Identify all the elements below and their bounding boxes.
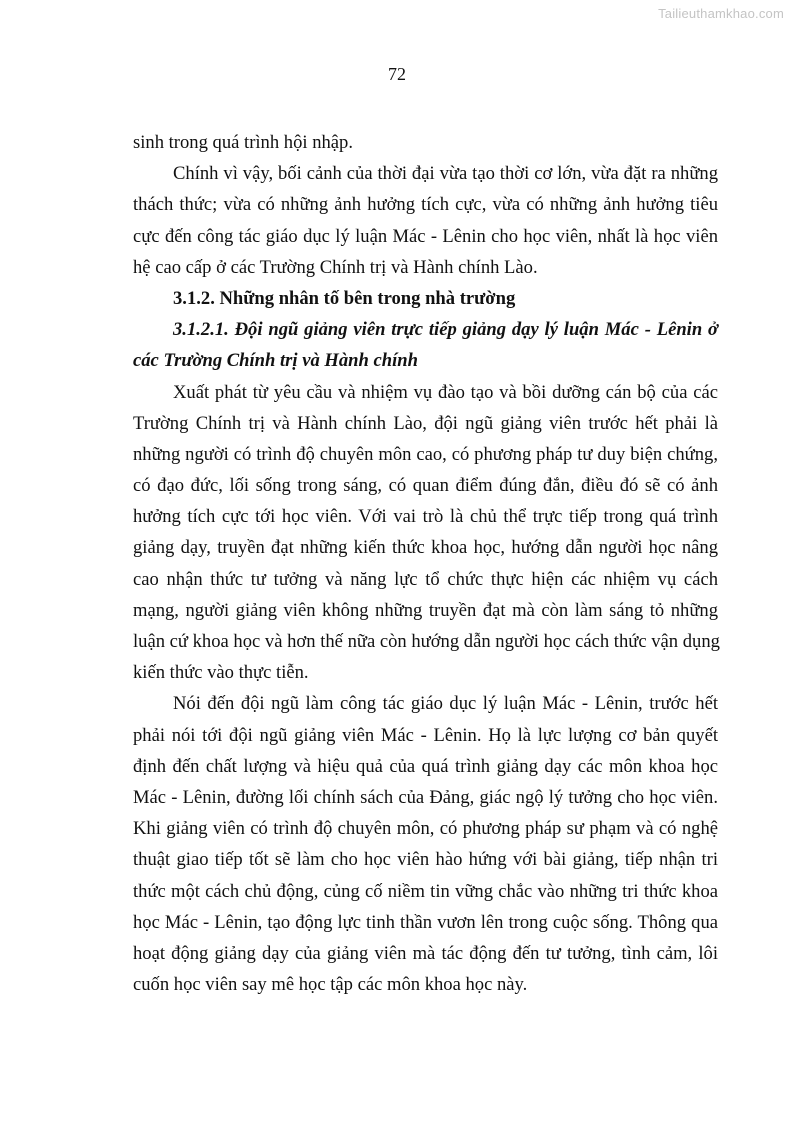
text-line: Chính vì vậy, bối cảnh của thời đại vừa tạo thời cơ lớn, vừa đặt ra những <box>173 163 718 185</box>
watermark: Tailieuthamkhao.com <box>658 6 784 21</box>
subsection-heading <box>133 314 718 376</box>
text-line: Khi giảng viên có trình độ chuyên môn, có phương pháp sư phạm và có nghệ <box>133 818 718 840</box>
text-line: mạng, người giảng viên không những truyền đạt mà còn làm sáng tỏ những <box>133 599 718 621</box>
text-line: sinh trong quá trình hội nhập. <box>133 132 354 153</box>
text-line: giảng dạy, truyền đạt những kiến thức khoa học, hướng dẫn người học nâng <box>133 537 718 559</box>
subheading-title: . Đội ngũ giảng viên trực tiếp giảng dạy lý luận Mác - Lênin ở <box>224 319 718 341</box>
text-line: định đến chất lượng và hiệu quả của quá trình giảng dạy các môn khoa học <box>133 755 718 777</box>
section-heading: 3.1.2. Những nhân tố bên trong nhà trường <box>173 287 516 309</box>
paragraph <box>133 377 718 689</box>
document-body <box>133 127 718 1000</box>
text-line: cuốn học viên say mê học tập các môn khoa học này. <box>133 974 528 996</box>
subheading-number: 3.1.2.1 <box>173 319 225 341</box>
text-line: thách thức; vừa có những ảnh hưởng tích cực, vừa có những ảnh hưởng tiêu <box>133 194 718 216</box>
text-line: luận cứ khoa học và hơn thế nữa còn hướng dẫn người học cách thức vận dụng <box>133 631 720 652</box>
text-line: thức một cách chủ động, củng cố niềm tin vững chắc vào những tri thức khoa <box>133 880 718 902</box>
text-line: hệ cao cấp ở các Trường Chính trị và Hành chính Lào. <box>133 256 538 278</box>
text-line: Trường Chính trị và Hành chính Lào, đội ngũ giảng viên trước hết phải là <box>133 412 718 434</box>
text-line: hưởng tích cực tới học viên. Với vai trò là chủ thể trực tiếp trong quá trình <box>133 506 718 528</box>
subheading-line: các Trường Chính trị và Hành chính <box>133 350 418 372</box>
paragraph <box>133 158 718 283</box>
text-line: cao nhận thức tư tưởng và năng lực tổ chức thực hiện các nhiệm vụ cách <box>133 568 718 590</box>
subheading-line <box>133 314 718 345</box>
text-line: những người có trình độ chuyên môn cao, có phương pháp tư duy biện chứng, <box>133 443 718 465</box>
text-line: hoạt động giảng dạy của giảng viên mà tác động đến tư tưởng, tình cảm, lôi <box>133 942 718 964</box>
text-line: học Mác - Lênin, tạo động lực tinh thần vươn lên trong cuộc sống. Thông qua <box>133 911 718 933</box>
paragraph <box>133 127 718 158</box>
text-line: thuật giao tiếp tốt sẽ làm cho học viên hào hứng với bài giảng, tiếp nhận tri <box>133 849 718 871</box>
paragraph <box>133 688 718 1000</box>
text-line: Nói đến đội ngũ làm công tác giáo dục lý luận Mác - Lênin, trước hết <box>173 693 718 715</box>
text-line: cực đến công tác giáo dục lý luận Mác - Lênin cho học viên, nhất là học viên <box>133 225 718 247</box>
text-line: Mác - Lênin, đường lối chính sách của Đảng, giác ngộ lý tưởng cho học viên. <box>133 786 718 808</box>
text-line: Xuất phát từ yêu cầu và nhiệm vụ đào tạo và bồi dưỡng cán bộ của các <box>173 381 718 403</box>
text-line: phải nói tới đội ngũ giảng viên Mác - Lênin. Họ là lực lượng cơ bản quyết <box>133 724 718 746</box>
text-line: có đạo đức, lối sống trong sáng, có quan điểm đúng đắn, điều đó sẽ có ảnh <box>133 475 718 497</box>
text-line: kiến thức vào thực tiễn. <box>133 662 309 684</box>
page-number: 72 <box>388 64 406 84</box>
